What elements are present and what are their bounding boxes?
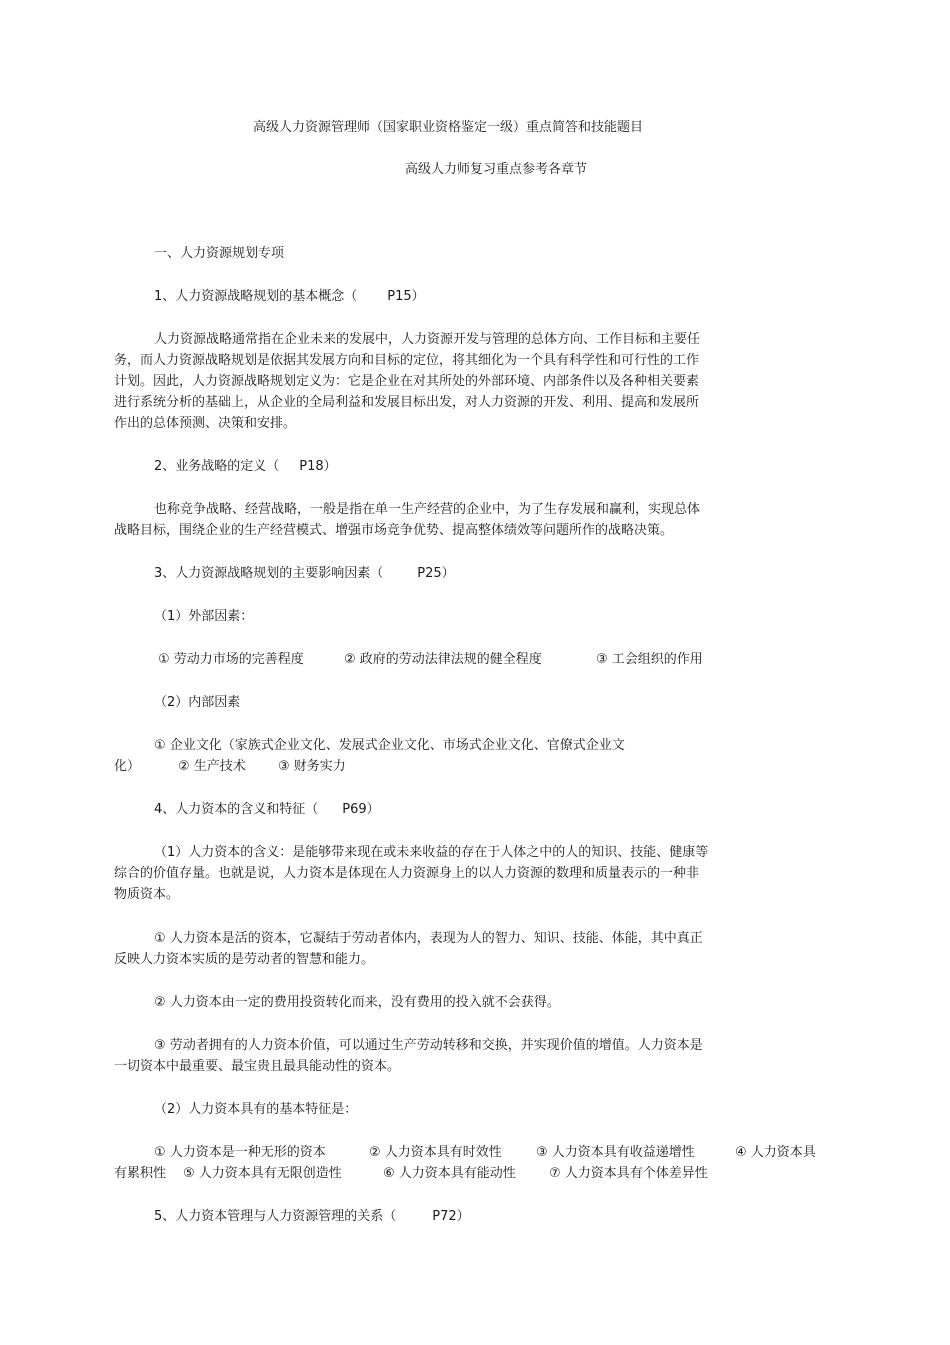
question-heading bbox=[154, 1206, 470, 1227]
sub-heading: （2）内部因素 bbox=[154, 695, 241, 710]
page-reference: P72） bbox=[432, 1209, 470, 1224]
paragraph-line: 人力资源战略通常指在企业未来的发展中，人力资源开发与管理的总体方向、工作目标和主要任 bbox=[154, 332, 701, 347]
paragraph-line: ③ 劳动者拥有的人力资本价值，可以通过生产劳动转移和交换，并实现价值的增值。人力资本是 bbox=[154, 1038, 703, 1053]
list-item-continuation: 化） bbox=[114, 759, 141, 774]
list-item: ① 企业文化（家族式企业文化、发展式企业文化、市场式企业文化、官僚式企业文 bbox=[154, 738, 625, 753]
paragraph-line: 反映人力资本实质的是劳动者的智慧和能力。 bbox=[114, 952, 375, 967]
question-heading bbox=[154, 563, 455, 584]
list-item-continuation: 有累积性 bbox=[114, 1166, 167, 1181]
paragraph-line: 作出的总体预测、决策和安排。 bbox=[114, 416, 297, 431]
list-item: ③ 人力资本具有收益递增性 bbox=[536, 1145, 695, 1160]
page-reference: P69） bbox=[342, 802, 380, 817]
page-reference: P18） bbox=[299, 459, 337, 474]
sub-heading: （1）外部因素： bbox=[154, 609, 254, 624]
list-item: ③ 工会组织的作用 bbox=[596, 652, 703, 667]
list-item: ① 劳动力市场的完善程度 bbox=[158, 652, 304, 667]
document-subtitle: 高级人力师复习重点参考各章节 bbox=[405, 162, 588, 177]
question-heading-text: 1、人力资源战略规划的基本概念（ bbox=[154, 289, 358, 304]
list-item: ③ 财务实力 bbox=[278, 759, 346, 774]
paragraph-line: 计划。因此，人力资源战略规划定义为：它是企业在对其所处的外部环境、内部条件以及各种相关要素 bbox=[114, 374, 700, 389]
question-heading-text: 3、人力资源战略规划的主要影响因素（ bbox=[154, 566, 384, 581]
paragraph-line: 务，而人力资源战略规划是依据其发展方向和目标的定位，将其细化为一个具有科学性和可行性的工作 bbox=[114, 353, 700, 368]
paragraph-line: 综合的价值存量。也就是说，人力资本是体现在人力资源身上的以人力资源的数理和质量表示的一种非 bbox=[114, 866, 700, 881]
paragraph-line: ① 人力资本是活的资本，它凝结于劳动者体内，表现为人的智力、知识、技能、体能，其中真正 bbox=[154, 931, 703, 946]
paragraph-line: ② 人力资本由一定的费用投资转化而来，没有费用的投入就不会获得。 bbox=[154, 995, 560, 1010]
question-heading-text: 4、人力资本的含义和特征（ bbox=[154, 802, 319, 817]
list-item: ⑦ 人力资本具有个体差异性 bbox=[549, 1166, 708, 1181]
list-item: ⑥ 人力资本具有能动性 bbox=[383, 1166, 516, 1181]
paragraph-line: 物质资本。 bbox=[114, 887, 180, 902]
question-heading-text: 2、业务战略的定义（ bbox=[154, 459, 280, 474]
question-heading bbox=[154, 799, 380, 820]
sub-heading: （2）人力资本具有的基本特征是： bbox=[154, 1102, 358, 1117]
paragraph-line: 战略目标，围绕企业的生产经营模式、增强市场竞争优势、提高整体绩效等问题所作的战略决策。 bbox=[114, 523, 674, 538]
question-heading bbox=[154, 286, 425, 307]
paragraph-line: 进行系统分析的基础上，从企业的全局利益和发展目标出发，对人力资源的开发、利用、提高和发展所 bbox=[114, 395, 700, 410]
list-item: ② 政府的劳动法律法规的健全程度 bbox=[344, 652, 542, 667]
question-heading-text: 5、人力资本管理与人力资源管理的关系（ bbox=[154, 1209, 397, 1224]
list-item: ① 人力资本是一种无形的资本 bbox=[154, 1145, 326, 1160]
section-heading: 一、人力资源规划专项 bbox=[154, 246, 285, 261]
list-item: ② 生产技术 bbox=[178, 759, 246, 774]
list-item: ② 人力资本具有时效性 bbox=[369, 1145, 502, 1160]
question-heading bbox=[154, 456, 337, 477]
list-item: ④ 人力资本具 bbox=[735, 1145, 816, 1160]
page-reference: P25） bbox=[417, 566, 455, 581]
list-item: ⑤ 人力资本具有无限创造性 bbox=[183, 1166, 342, 1181]
paragraph-line: 一切资本中最重要、最宝贵且最具能动性的资本。 bbox=[114, 1059, 401, 1074]
page-reference: P15） bbox=[387, 289, 425, 304]
paragraph-line: （1）人力资本的含义：是能够带来现在或未来收益的存在于人体之中的人的知识、技能、健康等 bbox=[154, 845, 709, 860]
paragraph-line: 也称竞争战略、经营战略，一般是指在单一生产经营的企业中，为了生存发展和赢利，实现总体 bbox=[154, 502, 701, 517]
document-title: 高级人力资源管理师（国家职业资格鉴定一级）重点简答和技能题目 bbox=[253, 120, 644, 135]
